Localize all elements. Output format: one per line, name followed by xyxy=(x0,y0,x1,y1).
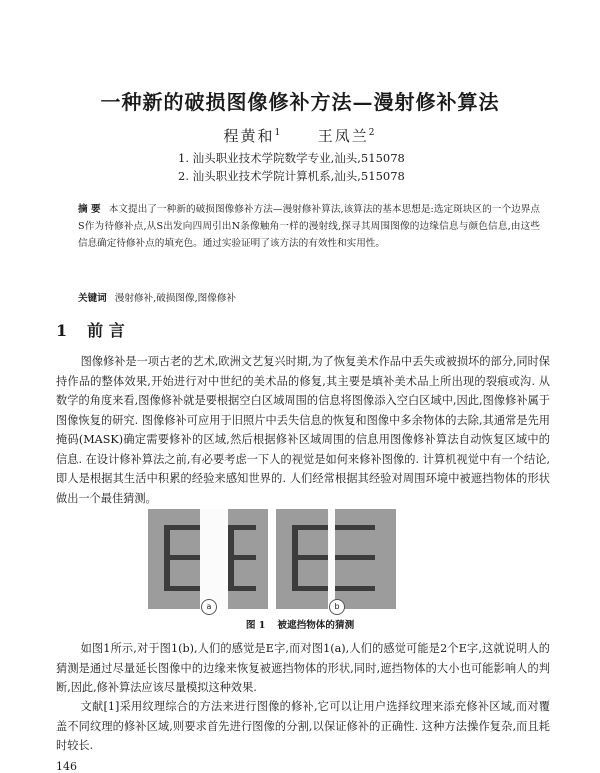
figure-caption-text: 被遮挡物体的猜测 xyxy=(277,620,355,631)
author-2: 王凤兰 xyxy=(317,127,369,145)
affiliation-1: 1. 汕头职业技术学院数学专业,汕头,515078 xyxy=(178,151,405,165)
body-paragraph-3: 文献[1]采用纹理综合的方法来进行图像的修补,它可以让用户选择纹理来添充修补区域,而对覆盖不同纹理的修补区域,则要求首先进行图像的分割,以保证修补的正确性. 这种方法操作复杂,而且耗时较长. xyxy=(56,700,550,752)
author-1: 程黄和 xyxy=(223,127,275,145)
figure-panel-a xyxy=(148,509,268,609)
figure-caption xyxy=(0,617,600,631)
occluder-thin xyxy=(328,509,335,609)
keywords-label: 关键词 xyxy=(78,293,107,304)
author-line xyxy=(0,125,600,146)
author-1-affiliation-mark: 1 xyxy=(274,128,283,138)
figure-1 xyxy=(148,509,396,609)
affiliation-2: 2. 汕头职业技术学院计算机系,汕头,515078 xyxy=(178,169,405,183)
abstract-text: 本文提出了一种新的破损图像修补方法—漫射修补算法,该算法的基本思想是:选定斑块区的一个边界点S作为待修补点,从S出发向四周引出N条像触角一样的漫射线,探寻其周围图像的边缘信息与颜色信息,由这些信息确定待修补点的填充色。通过实验证明了该方法的有效性和实用性。 xyxy=(78,204,541,249)
section-number: 1 xyxy=(56,321,68,340)
keywords-text: 漫射修补,破损图像,图像修补 xyxy=(114,293,237,304)
figure-caption-number: 图 1 xyxy=(245,620,266,631)
page-number: 146 xyxy=(56,760,77,773)
occluder-wide xyxy=(200,509,228,609)
section-title: 前 言 xyxy=(87,321,125,340)
section-heading xyxy=(56,318,125,341)
body-paragraph-2: 如图1所示,对于图1(b),人们的感觉是E字,而对图1(a),人们的感觉可能是2个E字,这就说明人的猜测是通过尽量延长图像中的边缘来恢复被遮挡物体的形状,同时,遮挡物体的大小也可能影响人的判断,因此,修补算法应该尽量模拟这种效果. xyxy=(56,642,550,694)
abstract xyxy=(78,201,540,252)
body-paragraph-1: 图像修补是一项古老的艺术,欧洲文艺复兴时期,为了恢复美术作品中丢失或被损坏的部分,同时保持作品的整体效果,开始进行对中世纪的美术品的修复,其主要是填补美术品上所出现的裂痕或沟. 从数学的角度来看,图像修补就是要根据空白区域周围的信息将图像添入空白区域中,因此,图像修补属于图像恢复的研究. 图像修补可应用于旧照片中丢失信息的恢复和图像中多余物体的去除,其通常是先用掩码(MASK)确定需要修补的区域,然后根据修补区域周围的信息用图像修补算法自动恢复区域中的信息. 在设计修补算法之前,有必要考虑一下人的视觉是如何来修补图像的. 计算机视觉中有一个结论,即人是根据其生活中积累的经验来感知世界的. 人们经常根据其经验对周围环境中被遮挡物体的形状做出一个最佳猜测。 xyxy=(56,355,550,505)
author-2-affiliation-mark: 2 xyxy=(368,128,377,138)
figure-label-a: a xyxy=(201,599,217,615)
keywords xyxy=(78,290,236,304)
figure-label-b: b xyxy=(329,599,345,615)
figure-panel-b xyxy=(276,509,396,609)
paper-title: 一种新的破损图像修补方法—漫射修补算法 xyxy=(100,90,500,114)
abstract-label: 摘 要 xyxy=(78,204,101,215)
